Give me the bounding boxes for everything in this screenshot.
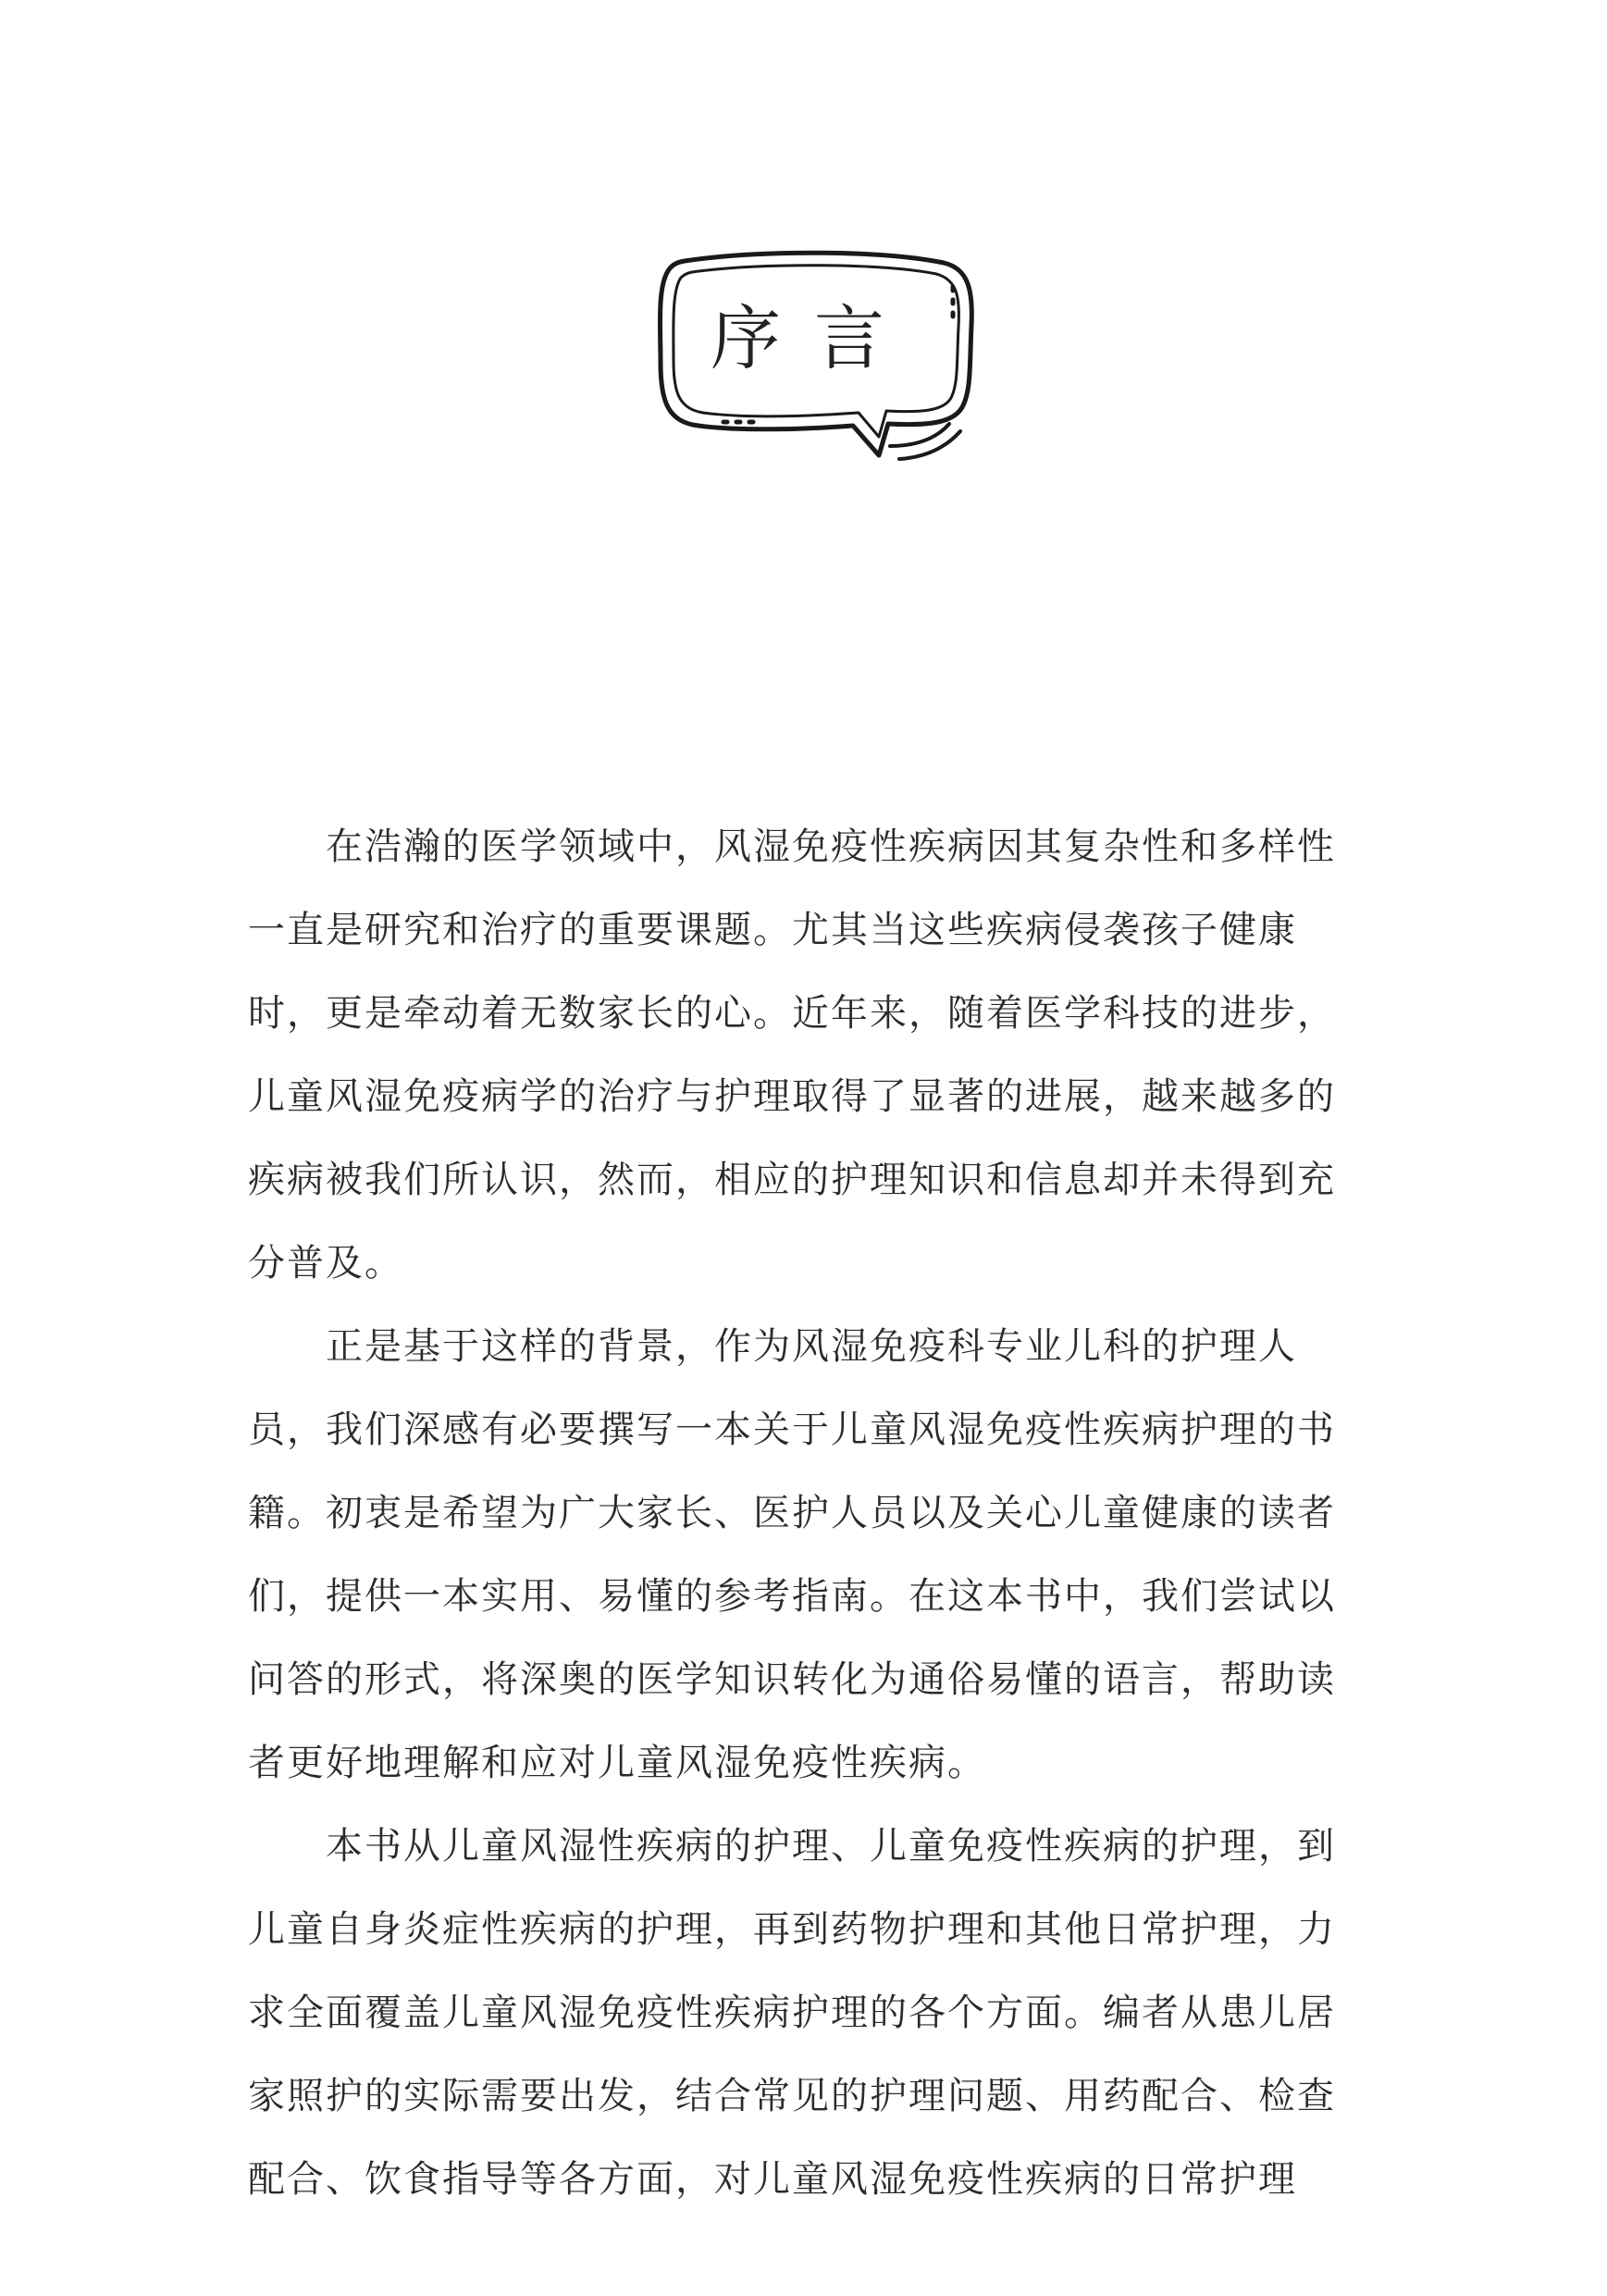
- preface-body: [248, 805, 1358, 2221]
- text-line: 问答的形式，将深奥的医学知识转化为通俗易懂的语言，帮助读: [248, 1658, 1336, 1701]
- text-line: 家照护的实际需要出发，结合常见的护理问题、用药配合、检查: [248, 2075, 1336, 2117]
- page-title: 序言: [711, 297, 918, 379]
- text-line: 疾病被我们所认识，然而，相应的护理知识和信息却并未得到充: [248, 1159, 1336, 1201]
- text-line: 员，我们深感有必要撰写一本关于儿童风湿免疫性疾病护理的书: [248, 1409, 1336, 1451]
- text-line: 在浩瀚的医学领域中，风湿免疫性疾病因其复杂性和多样性: [326, 825, 1336, 868]
- paragraph: [248, 1305, 1358, 1805]
- text-line: 时，更是牵动着无数家长的心。近年来，随着医学科技的进步，: [248, 992, 1336, 1035]
- text-line: 求全面覆盖儿童风湿免疫性疾病护理的各个方面。编者从患儿居: [248, 1992, 1336, 2034]
- text-line: 儿童自身炎症性疾病的护理，再到药物护理和其他日常护理，力: [248, 1908, 1336, 1951]
- text-line: 正是基于这样的背景，作为风湿免疫科专业儿科的护理人: [326, 1325, 1297, 1368]
- text-line: 分普及。: [248, 1242, 403, 1285]
- paragraph: [248, 805, 1358, 1305]
- text-line: 籍。初衷是希望为广大家长、医护人员以及关心儿童健康的读者: [248, 1492, 1336, 1534]
- text-line: 者更好地理解和应对儿童风湿免疫性疾病。: [248, 1742, 986, 1784]
- paragraph: [248, 1805, 1358, 2221]
- text-line: 本书从儿童风湿性疾病的护理、儿童免疫性疾病的护理，到: [326, 1825, 1336, 1868]
- text-line: 一直是研究和治疗的重要课题。尤其当这些疾病侵袭孩子健康: [248, 909, 1297, 951]
- text-line: 配合、饮食指导等各方面，对儿童风湿免疫性疾病的日常护理: [248, 2158, 1297, 2201]
- text-line: 们，提供一本实用、易懂的参考指南。在这本书中，我们尝试以: [248, 1575, 1336, 1618]
- text-line: 儿童风湿免疫病学的治疗与护理取得了显著的进展，越来越多的: [248, 1075, 1336, 1118]
- title-frame: [648, 242, 981, 474]
